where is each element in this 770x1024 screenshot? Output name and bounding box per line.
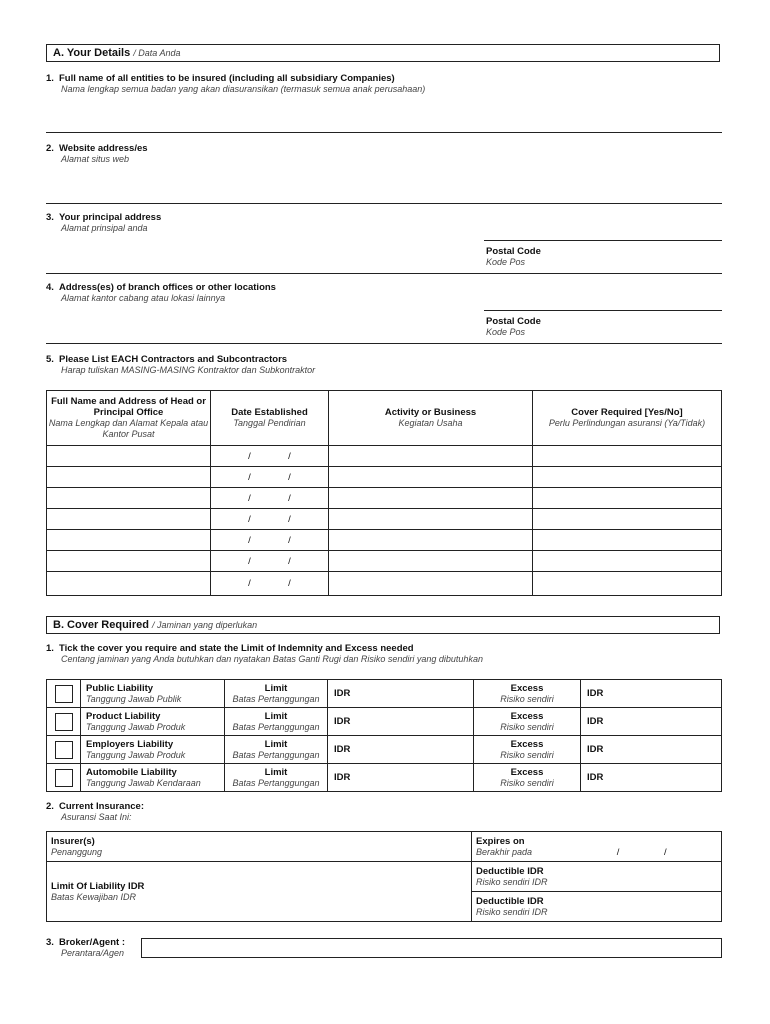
section-a-title: A. Your Details xyxy=(53,47,131,59)
q4-address-line[interactable] xyxy=(484,310,722,311)
cover-cell-check xyxy=(47,764,81,792)
cover-name-sub: Tanggung Jawab Publik xyxy=(86,694,182,704)
expires-sub: Berakhir pada xyxy=(476,846,533,857)
q4-postal-label: Postal Code xyxy=(486,316,541,327)
col-header-date: Date Established Tanggal Pendirian xyxy=(211,391,329,446)
name-cell[interactable] xyxy=(47,551,211,572)
excess-label: Excess xyxy=(510,738,544,750)
date-cell[interactable]: / / xyxy=(211,530,329,551)
q1-answer-line[interactable] xyxy=(46,132,722,133)
cover-name: Public Liability xyxy=(86,683,154,694)
limit-label: Limit xyxy=(264,710,288,722)
deductible-cell[interactable] xyxy=(472,892,722,922)
b2-label: 2. Current Insurance: xyxy=(46,801,144,812)
table-row xyxy=(47,572,722,596)
table-row xyxy=(47,530,722,551)
excess-idr-field[interactable]: IDR xyxy=(581,736,722,764)
limit-idr-field[interactable]: IDR xyxy=(328,680,474,708)
q4-postal-line[interactable] xyxy=(46,343,722,344)
cover-cell[interactable] xyxy=(533,551,722,572)
table-row xyxy=(47,467,722,488)
b2-sub: Asuransi Saat Ini: xyxy=(61,812,132,822)
current-insurance-table xyxy=(46,831,722,922)
cover-cell-check xyxy=(47,680,81,708)
insurer-cell[interactable] xyxy=(47,832,472,862)
cover-table xyxy=(46,679,722,792)
excess-sub: Risiko sendiri xyxy=(500,749,554,760)
activity-cell[interactable] xyxy=(329,530,533,551)
cover-name-sub: Tanggung Jawab Produk xyxy=(86,750,186,760)
excess-sub: Risiko sendiri xyxy=(500,777,554,788)
col-header-cover: Cover Required [Yes/No] Perlu Perlindungan asuransi (Ya/Tidak) xyxy=(533,391,722,446)
limit-idr-field[interactable]: IDR xyxy=(328,736,474,764)
q2-answer-line[interactable] xyxy=(46,203,722,204)
product-liability-checkbox[interactable] xyxy=(55,713,73,731)
deductible-sub: Risiko sendiri IDR xyxy=(476,876,548,887)
cover-cell[interactable] xyxy=(533,572,722,596)
q1-sub: Nama lengkap semua badan yang akan diasuransikan (termasuk semua anak perusahaan) xyxy=(61,84,426,94)
limit-idr-field[interactable]: IDR xyxy=(328,764,474,792)
q3-postal-line[interactable] xyxy=(46,273,722,274)
date-cell[interactable]: / / xyxy=(211,551,329,572)
section-b-title-id: / Jaminan yang diperlukan xyxy=(152,620,258,630)
q2-sub: Alamat situs web xyxy=(61,154,130,164)
excess-sub: Risiko sendiri xyxy=(500,693,554,704)
public-liability-checkbox[interactable] xyxy=(55,685,73,703)
limit-sub: Batas Pertanggungan xyxy=(232,777,320,788)
q3-label: 3. Your principal address xyxy=(46,212,162,223)
cover-name-sub: Tanggung Jawab Produk xyxy=(86,722,186,732)
cover-row xyxy=(47,736,722,764)
limit-sub: Batas Pertanggungan xyxy=(232,749,320,760)
q5-sub: Harap tuliskan MASING-MASING Kontraktor dan Subkontraktor xyxy=(61,365,316,375)
date-cell[interactable]: / / xyxy=(211,488,329,509)
table-row xyxy=(47,446,722,467)
date-cell[interactable]: / / xyxy=(211,572,329,596)
limit-cell[interactable] xyxy=(47,862,472,922)
insurer-label: Insurer(s) xyxy=(51,835,95,847)
expires-label: Expires on xyxy=(476,835,525,847)
cover-cell[interactable] xyxy=(533,446,722,467)
limit-label: Limit xyxy=(264,682,288,694)
cover-name: Product Liability xyxy=(86,711,161,722)
cover-row xyxy=(47,680,722,708)
excess-idr-field[interactable]: IDR xyxy=(581,764,722,792)
activity-cell[interactable] xyxy=(329,467,533,488)
limit-label: Limit xyxy=(264,738,288,750)
limit-sub: Batas Pertanggungan xyxy=(232,721,320,732)
q2-label: 2. Website address/es xyxy=(46,143,148,154)
q5-label: 5. Please List EACH Contractors and Subcontractors xyxy=(46,354,288,365)
q4-label: 4. Address(es) of branch offices or other locations xyxy=(46,282,276,293)
q3-postal-sub: Kode Pos xyxy=(486,257,526,267)
insurer-sub: Penanggung xyxy=(51,846,103,857)
deductible-sub: Risiko sendiri IDR xyxy=(476,906,548,917)
col-header-name: Full Name and Address of Head or Principal Office Nama Lengkap dan Alamat Kepala atau Kantor Pusat xyxy=(47,391,211,446)
deductible-label: Deductible IDR xyxy=(476,895,544,907)
activity-cell[interactable] xyxy=(329,446,533,467)
table-row xyxy=(47,509,722,530)
activity-cell[interactable] xyxy=(329,509,533,530)
section-b-title: B. Cover Required xyxy=(53,619,149,631)
name-cell[interactable] xyxy=(47,530,211,551)
cover-cell[interactable] xyxy=(533,467,722,488)
cover-name: Automobile Liability xyxy=(86,767,177,778)
broker-agent-field[interactable] xyxy=(141,938,722,958)
col-header-activity: Activity or Business Kegiatan Usaha xyxy=(329,391,533,446)
q4-postal-sub: Kode Pos xyxy=(486,327,526,337)
name-cell[interactable] xyxy=(47,509,211,530)
excess-sub: Risiko sendiri xyxy=(500,721,554,732)
cover-row xyxy=(47,764,722,792)
excess-label: Excess xyxy=(510,766,544,778)
date-cell[interactable]: / / xyxy=(211,509,329,530)
q4-sub: Alamat kantor cabang atau lokasi lainnya xyxy=(61,293,226,303)
name-cell[interactable] xyxy=(47,446,211,467)
name-cell[interactable] xyxy=(47,467,211,488)
automobile-liability-checkbox[interactable] xyxy=(55,769,73,787)
q1-label: 1. Full name of all entities to be insured (including all subsidiary Companies) xyxy=(46,73,395,84)
limit-sub: Batas Pertanggungan xyxy=(232,693,320,704)
limit-label: Limit xyxy=(264,766,288,778)
cover-cell-check xyxy=(47,736,81,764)
table-row xyxy=(47,488,722,509)
b3-sub: Perantara/Agen xyxy=(61,948,125,958)
contractors-table xyxy=(46,390,722,596)
cover-row xyxy=(47,708,722,736)
q3-postal-label: Postal Code xyxy=(486,246,541,257)
activity-cell[interactable] xyxy=(329,572,533,596)
q3-sub: Alamat prinsipal anda xyxy=(61,223,148,233)
limit-of-liability-label: Limit Of Liability IDR xyxy=(51,880,145,892)
section-b-header xyxy=(46,616,720,634)
name-cell[interactable] xyxy=(47,488,211,509)
activity-cell[interactable] xyxy=(329,488,533,509)
q3-address-line[interactable] xyxy=(484,240,722,241)
b1-sub: Centang jaminan yang Anda butuhkan dan nyatakan Batas Ganti Rugi dan Risiko sendiri yang dibutuhkan xyxy=(61,654,483,664)
cover-cell-check xyxy=(47,708,81,736)
section-a-header xyxy=(46,44,720,62)
expires-cell[interactable]: Expires on Berakhir pada / / xyxy=(472,832,722,862)
excess-label: Excess xyxy=(510,710,544,722)
name-cell[interactable] xyxy=(47,572,211,596)
cover-name: Employers Liability xyxy=(86,739,174,750)
deductible-label: Deductible IDR xyxy=(476,865,544,877)
b1-label: 1. Tick the cover you require and state the Limit of Indemnity and Excess needed xyxy=(46,643,414,654)
b3-label: 3. Broker/Agent : xyxy=(46,937,125,948)
section-a-title-id: / Data Anda xyxy=(133,48,181,58)
date-cell[interactable]: / / xyxy=(211,467,329,488)
excess-idr-field[interactable]: IDR xyxy=(581,708,722,736)
employers-liability-checkbox[interactable] xyxy=(55,741,73,759)
excess-idr-field[interactable]: IDR xyxy=(581,680,722,708)
excess-label: Excess xyxy=(510,682,544,694)
date-cell[interactable]: / / xyxy=(211,446,329,467)
limit-idr-field[interactable]: IDR xyxy=(328,708,474,736)
activity-cell[interactable] xyxy=(329,551,533,572)
cover-cell[interactable] xyxy=(533,488,722,509)
cover-name-sub: Tanggung Jawab Kendaraan xyxy=(86,778,201,788)
table-row xyxy=(47,551,722,572)
cover-cell[interactable] xyxy=(533,530,722,551)
cover-cell[interactable] xyxy=(533,509,722,530)
deductible-cell[interactable] xyxy=(472,862,722,892)
limit-of-liability-sub: Batas Kewajiban IDR xyxy=(51,891,137,902)
